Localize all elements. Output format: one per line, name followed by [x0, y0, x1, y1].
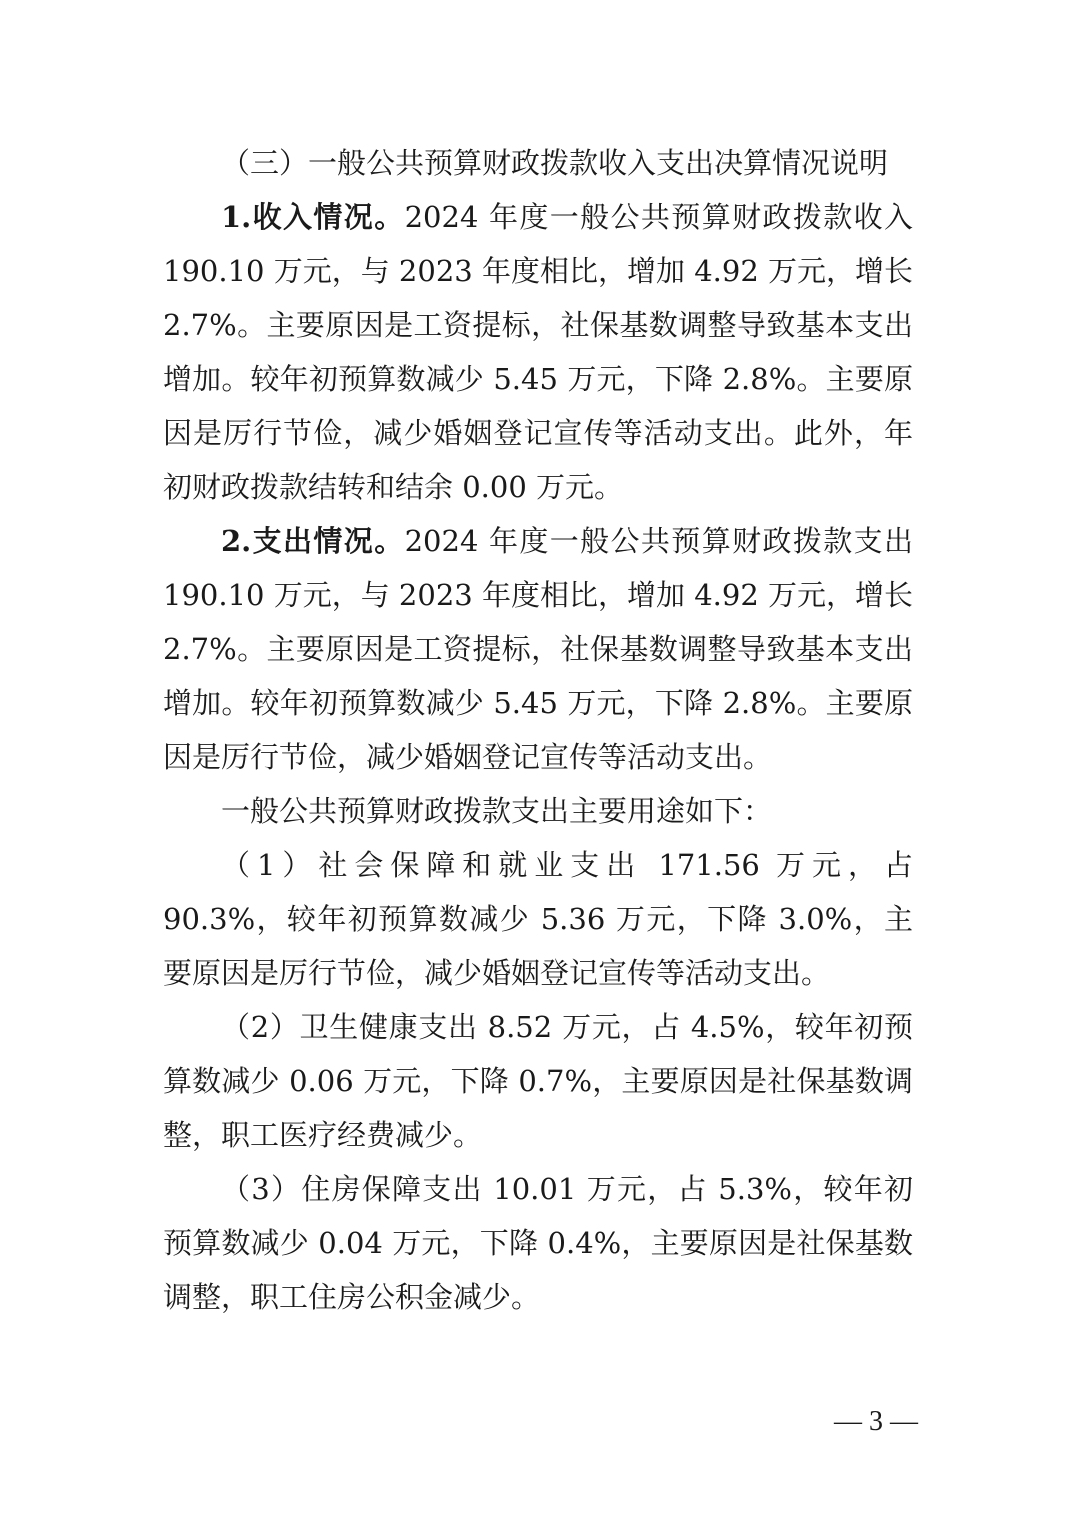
expenditure-body: 2024 年度一般公共预算财政拨款支出 190.10 万元，与 2023 年度相比，增加 4.92 万元，增长 2.7%。主要原因是工资提标，社保基数调整导致基本支出增加。较年初预算数减少 5.45 万元，下降 2.8%。主要原因是厉行节俭，减少婚姻登记宣传等活动支出。 [163, 524, 913, 774]
section-heading: （三）一般公共预算财政拨款收入支出决算情况说明 [221, 146, 889, 180]
income-lead: 1.收入情况。 [221, 200, 405, 234]
use-item-housing: （3）住房保障支出 10.01 万元，占 5.3%，较年初预算数减少 0.04 万元，下降 0.4%，主要原因是社保基数调整，职工住房公积金减少。 [163, 1172, 913, 1314]
income-body: 2024 年度一般公共预算财政拨款收入 190.10 万元，与 2023 年度相比，增加 4.92 万元，增长 2.7%。主要原因是工资提标，社保基数调整导致基本支出增加。较年初预算数减少 5.45 万元，下降 2.8%。主要原因是厉行节俭，减少婚姻登记宣传等活动支出。此外，年初财政拨款结转和结余 0.00 万元。 [163, 200, 913, 504]
expenditure-lead: 2.支出情况。 [221, 524, 405, 558]
use-item-health: （2）卫生健康支出 8.52 万元，占 4.5%，较年初预算数减少 0.06 万元，下降 0.7%，主要原因是社保基数调整，职工医疗经费减少。 [163, 1010, 913, 1152]
uses-intro: 一般公共预算财政拨款支出主要用途如下： [221, 794, 773, 828]
document-body [163, 136, 913, 1324]
expenditure-paragraph [163, 514, 913, 784]
page-number: — 3 — [834, 1406, 918, 1437]
use-item-social-security: （1）社会保障和就业支出 171.56 万元，占 90.3%，较年初预算数减少 5.36 万元，下降 3.0%，主要原因是厉行节俭，减少婚姻登记宣传等活动支出。 [163, 848, 913, 990]
income-paragraph [163, 190, 913, 514]
